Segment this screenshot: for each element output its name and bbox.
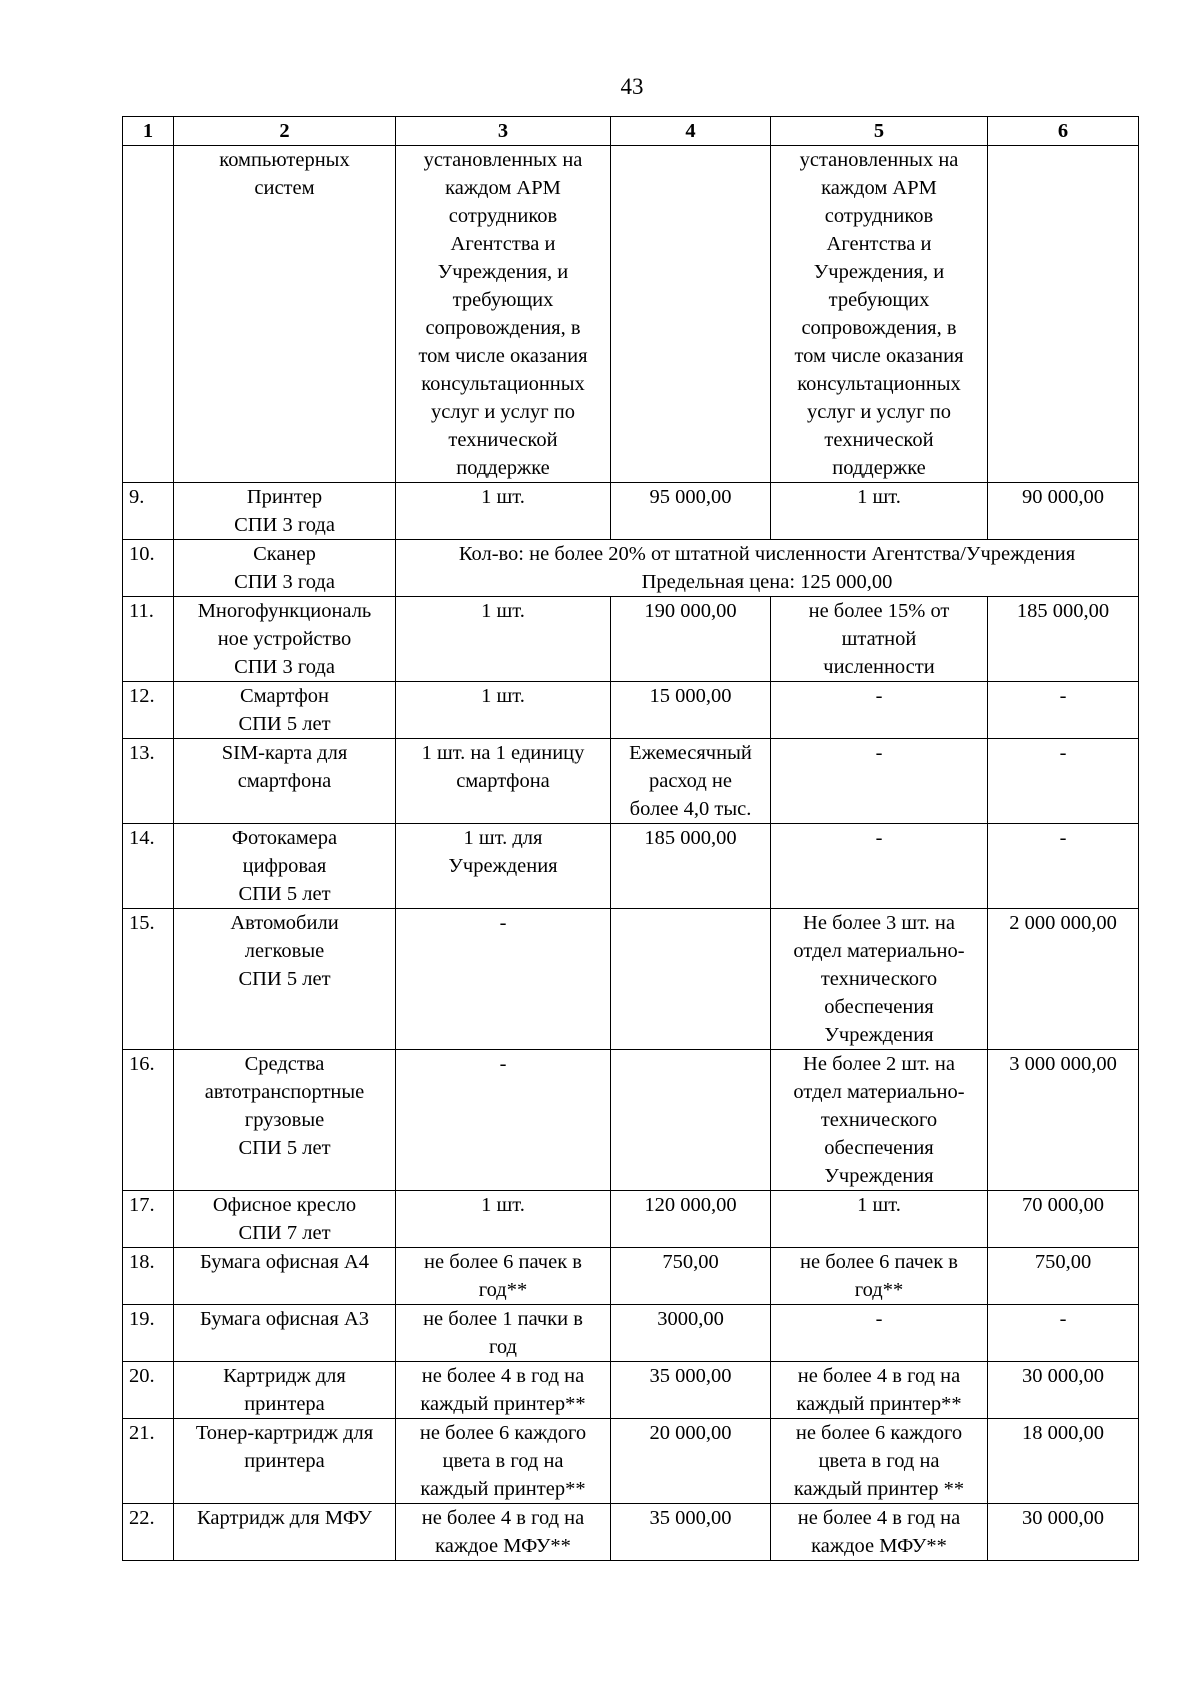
price-cell: - (988, 739, 1139, 824)
item-name-cell: Тонер-картридж для принтера (174, 1419, 396, 1504)
price-cell: 2 000 000,00 (988, 909, 1139, 1050)
quantity-cell: не более 6 пачек в год** (396, 1248, 611, 1305)
quantity-cell: 1 шт. (396, 483, 611, 540)
item-name-cell: Картридж для принтера (174, 1362, 396, 1419)
item-name-cell: Принтер СПИ 3 года (174, 483, 396, 540)
row-number-cell: 19. (123, 1305, 174, 1362)
table-row (123, 682, 1139, 739)
quantity-cell: - (396, 909, 611, 1050)
price-cell: 35 000,00 (611, 1504, 771, 1561)
row-number-cell: 20. (123, 1362, 174, 1419)
table-row (123, 739, 1139, 824)
header-cell: 2 (174, 117, 396, 146)
table-row (123, 483, 1139, 540)
item-name-cell: Автомобили легковые СПИ 5 лет (174, 909, 396, 1050)
quantity-cell: не более 1 пачки в год (396, 1305, 611, 1362)
price-cell: 95 000,00 (611, 483, 771, 540)
header-cell: 5 (771, 117, 988, 146)
price-cell: 190 000,00 (611, 597, 771, 682)
price-cell: Ежемесячный расход не более 4,0 тыс. (611, 739, 771, 824)
item-name-cell: Смартфон СПИ 5 лет (174, 682, 396, 739)
header-cell: 4 (611, 117, 771, 146)
quantity-cell: - (771, 824, 988, 909)
table-row (123, 1050, 1139, 1191)
quantity-cell: установленных на каждом АРМ сотрудников Агентства и Учреждения, и требующих сопровождения, в том числе оказания консультационных услуг и услуг по технической поддержке (771, 146, 988, 483)
row-number-cell: 9. (123, 483, 174, 540)
item-name-cell: Офисное кресло СПИ 7 лет (174, 1191, 396, 1248)
quantity-cell: 1 шт. (771, 483, 988, 540)
table-row (123, 1504, 1139, 1561)
price-cell (611, 146, 771, 483)
price-cell: 30 000,00 (988, 1504, 1139, 1561)
quantity-cell: - (771, 1305, 988, 1362)
quantity-cell: - (396, 1050, 611, 1191)
quantity-cell: не более 6 пачек в год** (771, 1248, 988, 1305)
header-cell: 3 (396, 117, 611, 146)
item-name-cell: SIM-карта для смартфона (174, 739, 396, 824)
price-cell (611, 1050, 771, 1191)
row-number-cell: 21. (123, 1419, 174, 1504)
table-row (123, 909, 1139, 1050)
price-cell: 185 000,00 (988, 597, 1139, 682)
quantity-cell: не более 4 в год на каждый принтер** (771, 1362, 988, 1419)
table-row (123, 597, 1139, 682)
page-number: 43 (620, 74, 644, 99)
table-row (123, 824, 1139, 909)
quantity-cell: 1 шт. (396, 682, 611, 739)
item-name-cell: Сканер СПИ 3 года (174, 540, 396, 597)
price-cell: 70 000,00 (988, 1191, 1139, 1248)
header-cell: 1 (123, 117, 174, 146)
quantity-cell: не более 6 каждого цвета в год на каждый принтер ** (771, 1419, 988, 1504)
quantity-cell: не более 15% от штатной численности (771, 597, 988, 682)
price-cell: 750,00 (988, 1248, 1139, 1305)
row-number-cell: 15. (123, 909, 174, 1050)
price-cell: 90 000,00 (988, 483, 1139, 540)
table-row (123, 1362, 1139, 1419)
quantity-cell: - (771, 739, 988, 824)
table-row (123, 1191, 1139, 1248)
item-name-cell: Картридж для МФУ (174, 1504, 396, 1561)
table-header (123, 117, 1139, 146)
table-body (123, 146, 1139, 1561)
price-cell: 3000,00 (611, 1305, 771, 1362)
quantity-cell: 1 шт. (396, 597, 611, 682)
table-row (123, 1248, 1139, 1305)
price-cell (988, 146, 1139, 483)
quantity-cell: 1 шт. на 1 единицу смартфона (396, 739, 611, 824)
price-cell: 30 000,00 (988, 1362, 1139, 1419)
quantity-cell: не более 4 в год на каждое МФУ** (396, 1504, 611, 1561)
quantity-cell: не более 4 в год на каждое МФУ** (771, 1504, 988, 1561)
price-cell: 18 000,00 (988, 1419, 1139, 1504)
quantity-cell: Не более 3 шт. на отдел материально- технического обеспечения Учреждения (771, 909, 988, 1050)
row-number-cell: 18. (123, 1248, 174, 1305)
row-number-cell: 13. (123, 739, 174, 824)
price-cell: - (988, 824, 1139, 909)
item-name-cell: Бумага офисная А4 (174, 1248, 396, 1305)
row-number-cell: 10. (123, 540, 174, 597)
item-name-cell: Многофункциональ ное устройство СПИ 3 года (174, 597, 396, 682)
row-number-cell: 11. (123, 597, 174, 682)
quantity-cell: не более 4 в год на каждый принтер** (396, 1362, 611, 1419)
item-name-cell: компьютерных систем (174, 146, 396, 483)
quantity-cell: 1 шт. (771, 1191, 988, 1248)
item-name-cell: Фотокамера цифровая СПИ 5 лет (174, 824, 396, 909)
price-cell (611, 909, 771, 1050)
price-cell: 750,00 (611, 1248, 771, 1305)
table-row (123, 146, 1139, 483)
price-cell: 15 000,00 (611, 682, 771, 739)
header-row (123, 117, 1139, 146)
row-number-cell: 14. (123, 824, 174, 909)
price-cell: 3 000 000,00 (988, 1050, 1139, 1191)
header-cell: 6 (988, 117, 1139, 146)
quantity-cell: Не более 2 шт. на отдел материально- технического обеспечения Учреждения (771, 1050, 988, 1191)
row-number-cell (123, 146, 174, 483)
row-number-cell: 16. (123, 1050, 174, 1191)
item-name-cell: Бумага офисная А3 (174, 1305, 396, 1362)
merged-norm-cell: Кол-во: не более 20% от штатной численности Агентства/Учреждения Предельная цена: 125 000,00 (396, 540, 1139, 597)
row-number-cell: 17. (123, 1191, 174, 1248)
norms-table (122, 116, 1139, 1561)
row-number-cell: 12. (123, 682, 174, 739)
price-cell: 185 000,00 (611, 824, 771, 909)
table-row (123, 1305, 1139, 1362)
quantity-cell: - (771, 682, 988, 739)
item-name-cell: Средства автотранспортные грузовые СПИ 5 лет (174, 1050, 396, 1191)
quantity-cell: 1 шт. (396, 1191, 611, 1248)
table-row (123, 540, 1139, 597)
price-cell: 20 000,00 (611, 1419, 771, 1504)
table-row (123, 1419, 1139, 1504)
quantity-cell: 1 шт. для Учреждения (396, 824, 611, 909)
price-cell: - (988, 1305, 1139, 1362)
price-cell: 120 000,00 (611, 1191, 771, 1248)
row-number-cell: 22. (123, 1504, 174, 1561)
price-cell: - (988, 682, 1139, 739)
quantity-cell: не более 6 каждого цвета в год на каждый принтер** (396, 1419, 611, 1504)
quantity-cell: установленных на каждом АРМ сотрудников Агентства и Учреждения, и требующих сопровождения, в том числе оказания консультационных услуг и услуг по технической поддержке (396, 146, 611, 483)
price-cell: 35 000,00 (611, 1362, 771, 1419)
